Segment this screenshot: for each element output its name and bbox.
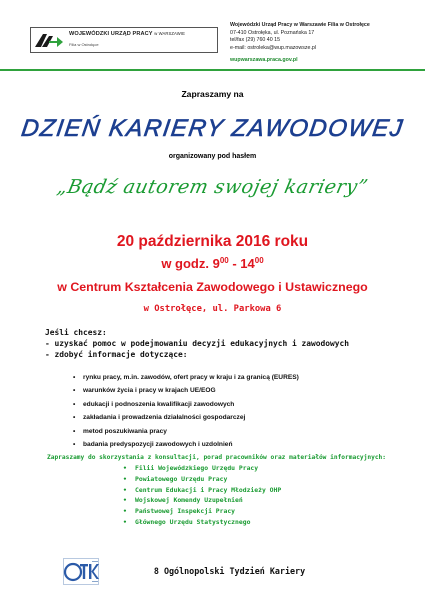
information-topics-list (73, 371, 299, 451)
institution-item: • Powiatowego Urzędu Pracy (123, 474, 281, 485)
if-item: - uzyskać pomoc w podejmowaniu decyzji edukacyjnych i zawodowych (45, 339, 350, 348)
contact-address (230, 22, 370, 63)
event-venue: w Centrum Kształcenia Zawodowego i Ustawicznego (57, 280, 368, 294)
logo-title-text: WOJEWÓDZKI URZĄD PRACY (69, 31, 153, 37)
event-title: DZIEŃ KARIERY ZAWODOWEJ (19, 115, 406, 142)
address-street: 07-410 Ostrołęka, ul. Poznańska 17 (230, 29, 315, 36)
institution-item: • Wojskowej Komendy Uzupełnień (123, 495, 281, 506)
slogan: „Bądź autorem swojej kariery” (55, 176, 370, 198)
footer-text: 8 Ogólnopolski Tydzień Kariery (153, 566, 306, 576)
time-start-hour: w godz. 9 (161, 256, 220, 271)
if-item: - zdobyć informacje dotyczące: (45, 350, 188, 359)
information-topic: • rynku pracy, m.in. zawodów, ofert pracy w kraju i za granicą (EURES) (73, 371, 299, 384)
institution-item: • Głównego Urzędu Statystycznego (123, 517, 281, 528)
institution-item: • Centrum Edukacji i Pracy Młodzieży OHP (123, 485, 281, 496)
institutions-list (123, 463, 281, 528)
time-start-minutes: 00 (219, 256, 229, 265)
time-end-hour: - 14 (228, 256, 255, 271)
information-topic: • warunków życia i pracy w krajach UE/EOG (73, 384, 299, 397)
logo-subtitle: Filia w Ostrołęce (69, 42, 99, 47)
information-topic: • badania predyspozycji zawodowych i uzdolnień (73, 438, 299, 451)
address-name: Wojewódzki Urząd Pracy w Warszawie Filia w Ostrołęce (230, 22, 370, 28)
wup-logo (30, 27, 218, 53)
logo-title-city: w WARSZAWIE (154, 31, 185, 36)
if-you-want-block (45, 327, 349, 360)
wup-logo-icon (34, 31, 64, 50)
website-link[interactable]: wupwarszawa.praca.gov.pl (230, 57, 298, 63)
venue-address: w Ostrołęce, ul. Parkowa 6 (143, 304, 282, 314)
address-email[interactable]: e-mail: ostroleka@wup.mazowsze.pl (230, 44, 317, 51)
address-phone: tel/fax (29) 760 40 15 (230, 37, 281, 44)
header-divider (0, 69, 425, 71)
consultation-intro: Zapraszamy do skorzystania z konsultacji, porad pracowników oraz materiałów informacyjnych: (47, 454, 386, 461)
institution-item: • Państwowej Inspekcji Pracy (123, 506, 281, 517)
event-time (0, 256, 425, 271)
invite-text: Zapraszamy na (181, 89, 244, 99)
organized-text: organizowany pod hasłem (168, 153, 257, 160)
information-topic: • zakładania i prowadzenia działalności gospodarczej (73, 411, 299, 424)
information-topic: • metod poszukiwania pracy (73, 425, 299, 438)
time-end-minutes: 00 (254, 256, 264, 265)
information-topic: • edukacji i podnoszenia kwalifikacji zawodowych (73, 398, 299, 411)
event-date: 20 października 2016 roku (116, 233, 309, 250)
logo-title (69, 31, 185, 37)
institution-item: • Filii Wojewódzkiego Urzędu Pracy (123, 463, 281, 474)
if-heading: Jeśli chcesz: (45, 328, 107, 337)
